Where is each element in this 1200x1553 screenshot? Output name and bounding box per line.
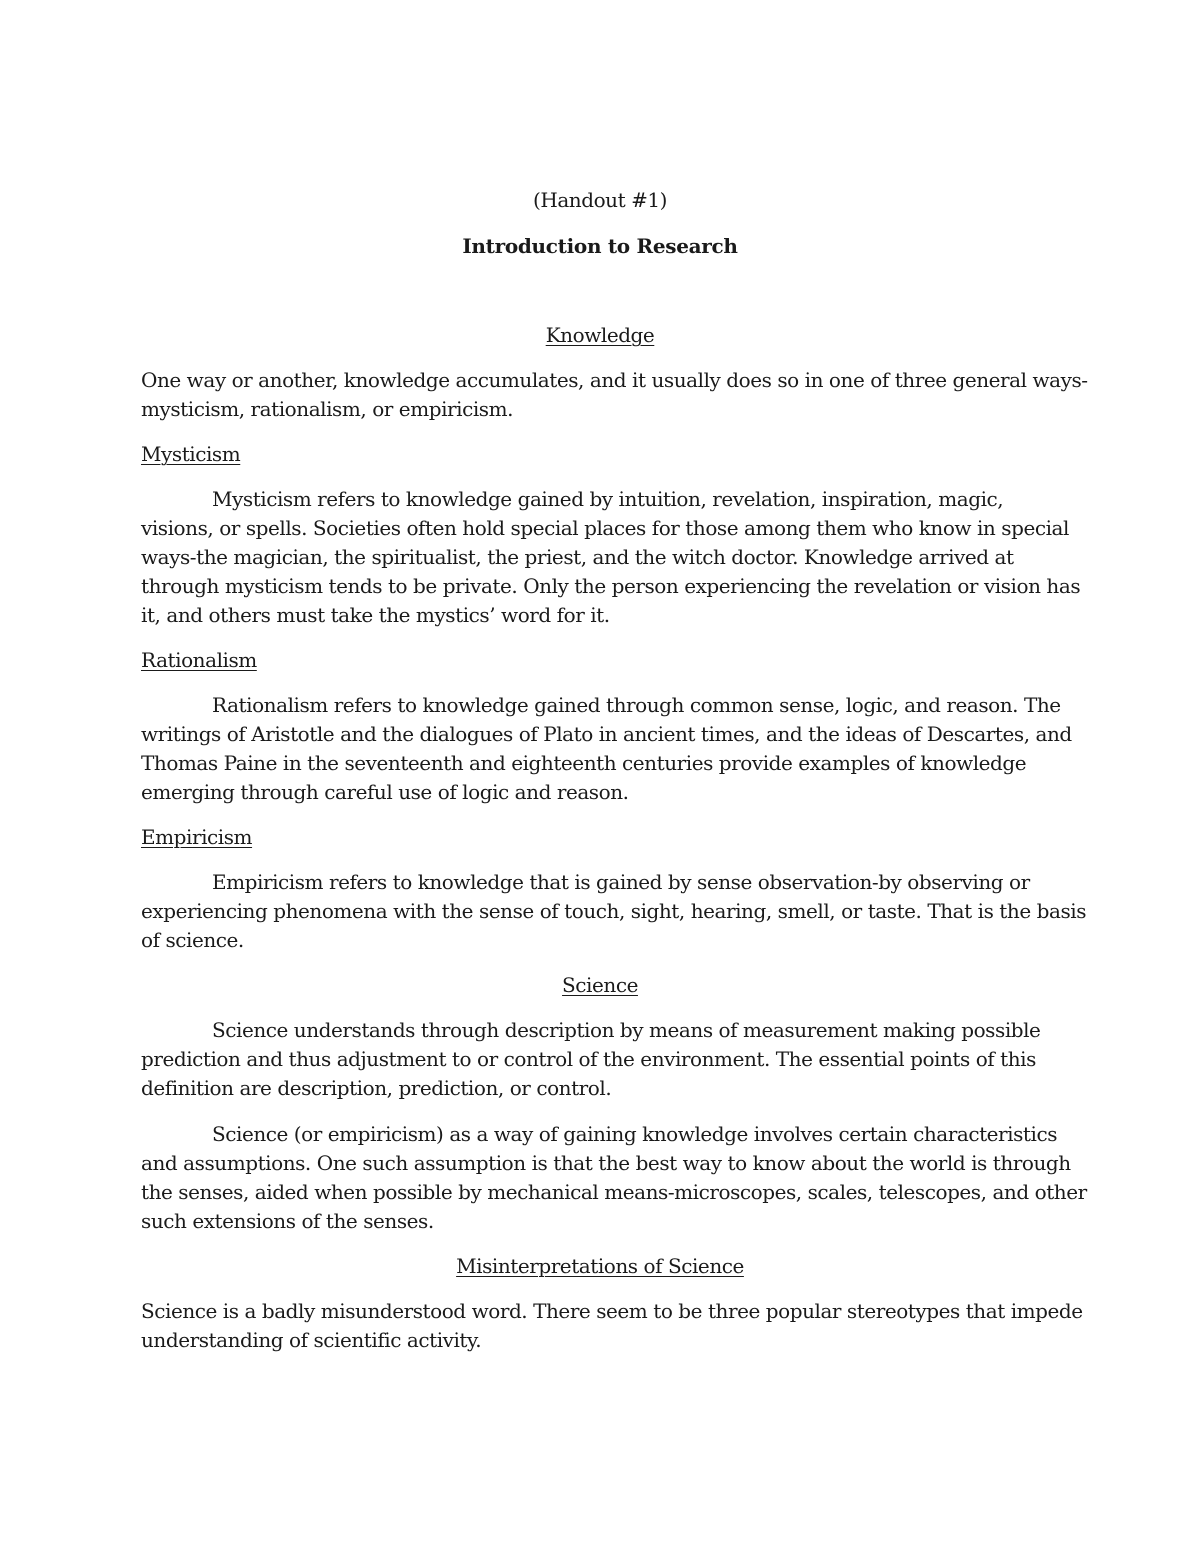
misinterpretations-line: Science is a badly misunderstood word. There seem to be three popular stereotypes that impede bbox=[141, 1299, 1083, 1323]
empiricism-line: Empiricism refers to knowledge that is gained by sense observation-by observing or bbox=[212, 870, 1030, 894]
knowledge-line: One way or another, knowledge accumulates, and it usually does so in one of three general ways- bbox=[141, 368, 1088, 392]
mysticism-line: visions, or spells. Societies often hold special places for those among them who know in special bbox=[141, 516, 1069, 540]
misinterpretations-line: understanding of scientific activity. bbox=[141, 1328, 482, 1352]
science-line: such extensions of the senses. bbox=[141, 1209, 434, 1233]
heading-science: Science bbox=[562, 973, 638, 997]
heading-rationalism: Rationalism bbox=[141, 648, 257, 672]
heading-mysticism: Mysticism bbox=[141, 442, 241, 466]
science-line: definition are description, prediction, or control. bbox=[141, 1076, 612, 1100]
mysticism-line: Mysticism refers to knowledge gained by intuition, revelation, inspiration, magic, bbox=[212, 487, 1004, 511]
science-line: the senses, aided when possible by mechanical means-microscopes, scales, telescopes, and other bbox=[141, 1180, 1087, 1204]
science-line: and assumptions. One such assumption is that the best way to know about the world is through bbox=[141, 1151, 1071, 1175]
handout-label: (Handout #1) bbox=[532, 188, 668, 212]
science-line: Science (or empiricism) as a way of gaining knowledge involves certain characteristics bbox=[212, 1122, 1058, 1146]
heading-misinterpretations: Misinterpretations of Science bbox=[456, 1254, 744, 1278]
heading-knowledge: Knowledge bbox=[545, 323, 655, 347]
science-line: Science understands through description by means of measurement making possible bbox=[212, 1018, 1041, 1042]
science-line: prediction and thus adjustment to or control of the environment. The essential points of this bbox=[141, 1047, 1036, 1071]
mysticism-line: through mysticism tends to be private. Only the person experiencing the revelation or vision has bbox=[141, 574, 1081, 598]
knowledge-line: mysticism, rationalism, or empiricism. bbox=[141, 397, 514, 421]
mysticism-line: ways-the magician, the spiritualist, the priest, and the witch doctor. Knowledge arrived at bbox=[141, 545, 1014, 569]
rationalism-line: Rationalism refers to knowledge gained through common sense, logic, and reason. The bbox=[212, 693, 1061, 717]
rationalism-line: writings of Aristotle and the dialogues of Plato in ancient times, and the ideas of Descartes, and bbox=[141, 722, 1072, 746]
page-title: Introduction to Research bbox=[462, 234, 738, 258]
heading-empiricism: Empiricism bbox=[141, 825, 253, 849]
empiricism-line: experiencing phenomena with the sense of touch, sight, hearing, smell, or taste. That is the basis bbox=[141, 899, 1087, 923]
mysticism-line: it, and others must take the mystics’ word for it. bbox=[141, 603, 610, 627]
empiricism-line: of science. bbox=[141, 928, 244, 952]
rationalism-line: Thomas Paine in the seventeenth and eighteenth centuries provide examples of knowledge bbox=[141, 751, 1027, 775]
rationalism-line: emerging through careful use of logic and reason. bbox=[141, 780, 629, 804]
